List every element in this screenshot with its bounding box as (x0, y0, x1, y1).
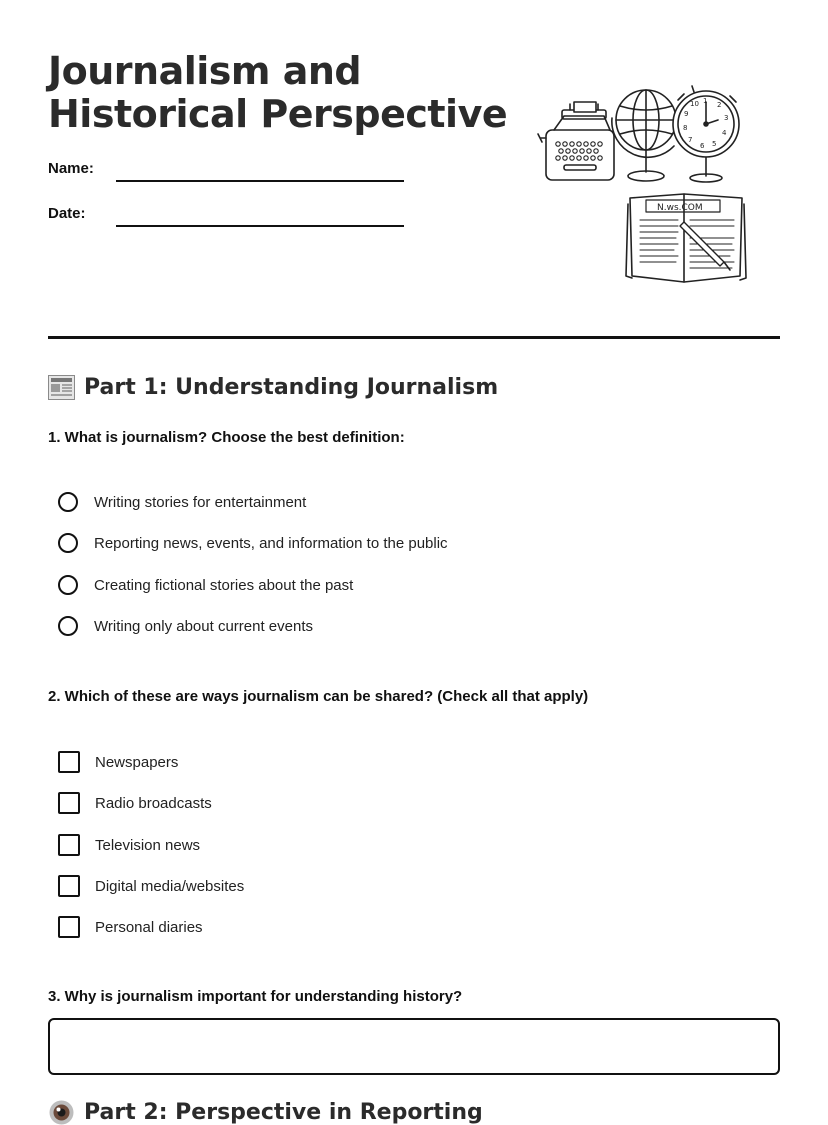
date-field[interactable] (116, 225, 404, 227)
svg-text:6: 6 (700, 142, 705, 150)
eye-icon (48, 1100, 75, 1125)
q1-option-1[interactable] (58, 492, 306, 512)
option-label: Reporting news, events, and information to the public (94, 534, 448, 552)
q2-option-2[interactable] (58, 792, 212, 814)
newspaper-icon (48, 375, 75, 400)
typewriter-icon (538, 102, 614, 180)
q1-option-2[interactable] (58, 533, 448, 553)
svg-text:8: 8 (683, 124, 688, 132)
radio-button[interactable] (58, 616, 78, 636)
svg-text:1: 1 (703, 97, 708, 105)
q1-option-3[interactable] (58, 575, 353, 595)
option-label: Writing only about current events (94, 617, 314, 635)
question-3: 3. Why is journalism important for understanding history? (48, 988, 463, 1005)
svg-text:4: 4 (722, 129, 727, 137)
option-label: Television news (95, 836, 201, 854)
svg-text:9: 9 (684, 110, 689, 118)
svg-text:5: 5 (712, 140, 717, 148)
question-1: 1. What is journalism? Choose the best definition: (48, 429, 405, 446)
name-label: Name: (48, 160, 94, 177)
svg-text:2: 2 (717, 101, 722, 109)
checkbox[interactable] (58, 875, 80, 897)
option-label: Radio broadcasts (95, 794, 212, 812)
option-label: Writing stories for entertainment (94, 493, 307, 511)
checkbox[interactable] (58, 751, 80, 773)
worksheet-page (48, 0, 780, 1125)
q2-option-3[interactable] (58, 834, 200, 856)
title-line-2: Historical Perspective (48, 92, 508, 136)
name-field[interactable] (116, 180, 404, 182)
checkbox[interactable] (58, 916, 80, 938)
page-title (48, 50, 507, 136)
part2-title: Part 2: Perspective in Reporting (84, 1100, 483, 1125)
q3-answer-box[interactable] (48, 1018, 780, 1075)
globe-icon (612, 90, 676, 181)
part1-heading (48, 375, 498, 400)
radio-button[interactable] (58, 533, 78, 553)
radio-button[interactable] (58, 575, 78, 595)
section-divider (48, 336, 780, 339)
svg-text:3: 3 (724, 114, 729, 122)
radio-button[interactable] (58, 492, 78, 512)
date-label: Date: (48, 205, 86, 222)
typewriter-globe-clock-newspaper-illustration (534, 80, 748, 290)
checkbox[interactable] (58, 792, 80, 814)
q2-option-4[interactable] (58, 875, 244, 897)
option-label: Digital media/websites (95, 877, 245, 895)
q2-option-1[interactable] (58, 751, 178, 773)
checkbox[interactable] (58, 834, 80, 856)
svg-text:10: 10 (690, 100, 699, 108)
svg-text:7: 7 (688, 136, 693, 144)
newspaper-masthead: N.ws.COM (657, 203, 703, 213)
option-label: Creating fictional stories about the past (94, 576, 354, 594)
question-2: 2. Which of these are ways journalism can be shared? (Check all that apply) (48, 688, 589, 705)
title-line-1: Journalism and (48, 49, 362, 93)
clock-icon (673, 86, 739, 182)
part2-heading (48, 1100, 483, 1125)
option-label: Personal diaries (95, 918, 203, 936)
q2-option-5[interactable] (58, 916, 203, 938)
option-label: Newspapers (95, 753, 179, 771)
part1-title: Part 1: Understanding Journalism (84, 375, 499, 400)
q1-option-4[interactable] (58, 616, 313, 636)
